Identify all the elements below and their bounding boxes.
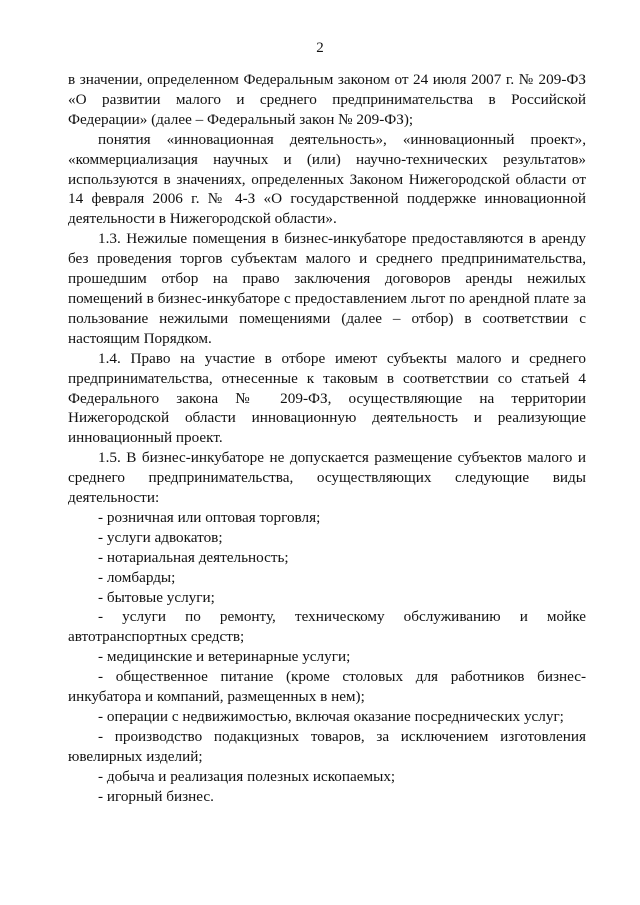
document-body (68, 70, 586, 807)
list-item: - игорный бизнес. (98, 787, 214, 805)
list-item: - розничная или оптовая торговля; (98, 508, 321, 526)
list-item: - операции с недвижимостью, включая оказание посреднических услуг; (98, 708, 564, 725)
list-item: - ломбарды; (98, 568, 176, 586)
page-number: 2 (316, 40, 324, 56)
paragraph-innovation-terms: понятия «инновационная деятельность», «инновационный проект», «коммерциализация научных и (или) научно-технических результатов» используются в значениях, определенных Законом Нижегородской области от 14 февраля 2006 г. № 4-З «О государственной поддержке инновационной деятельности в Нижегородской области». (68, 130, 586, 228)
list-item: - медицинские и ветеринарные услуги; (98, 648, 351, 666)
list-item: - бытовые услуги; (98, 588, 215, 606)
prohibited-activities-list (68, 508, 586, 807)
paragraph-1-3: 1.3. Нежилые помещения в бизнес-инкубаторе предоставляются в аренду без проведения торгов субъектам малого и среднего предпринимательства, прошедшим отбор на право заключения договоров аренды нежилых помещений в бизнес-инкубаторе с предоставлением льгот по арендной плате за пользование нежилыми помещениями (далее – отбор) в соответствии с настоящим Порядком. (68, 230, 586, 347)
paragraph-1-5: 1.5. В бизнес-инкубаторе не допускается размещение субъектов малого и среднего предпринимательства, осуществляющих следующие виды деятельности: (68, 449, 586, 507)
list-item: - добыча и реализация полезных ископаемых; (98, 767, 396, 785)
list-item: - нотариальная деятельность; (98, 548, 289, 566)
list-item: - услуги адвокатов; (98, 528, 223, 546)
paragraph-1-4: 1.4. Право на участие в отборе имеют субъекты малого и среднего предпринимательства, отнесенные к таковым в соответствии со статьей 4 Федерального закона № 209-ФЗ, осуществляющие на территории Нижегородской области инновационную деятельность и реализующие инновационный проект. (68, 349, 586, 447)
paragraph-definition-209fz: в значении, определенном Федеральным законом от 24 июля 2007 г. № 209-ФЗ «О развитии малого и среднего предпринимательства в Российской Федерации» (далее – Федеральный закон № 209-ФЗ); (68, 71, 586, 128)
list-item: - производство подакцизных товаров, за исключением изготовления ювелирных изделий; (68, 727, 586, 765)
list-item: - общественное питание (кроме столовых для работников бизнес-инкубатора и компаний, размещенных в нем); (68, 668, 586, 706)
list-item: - услуги по ремонту, техническому обслуживанию и мойке автотранспортных средств; (68, 608, 586, 646)
